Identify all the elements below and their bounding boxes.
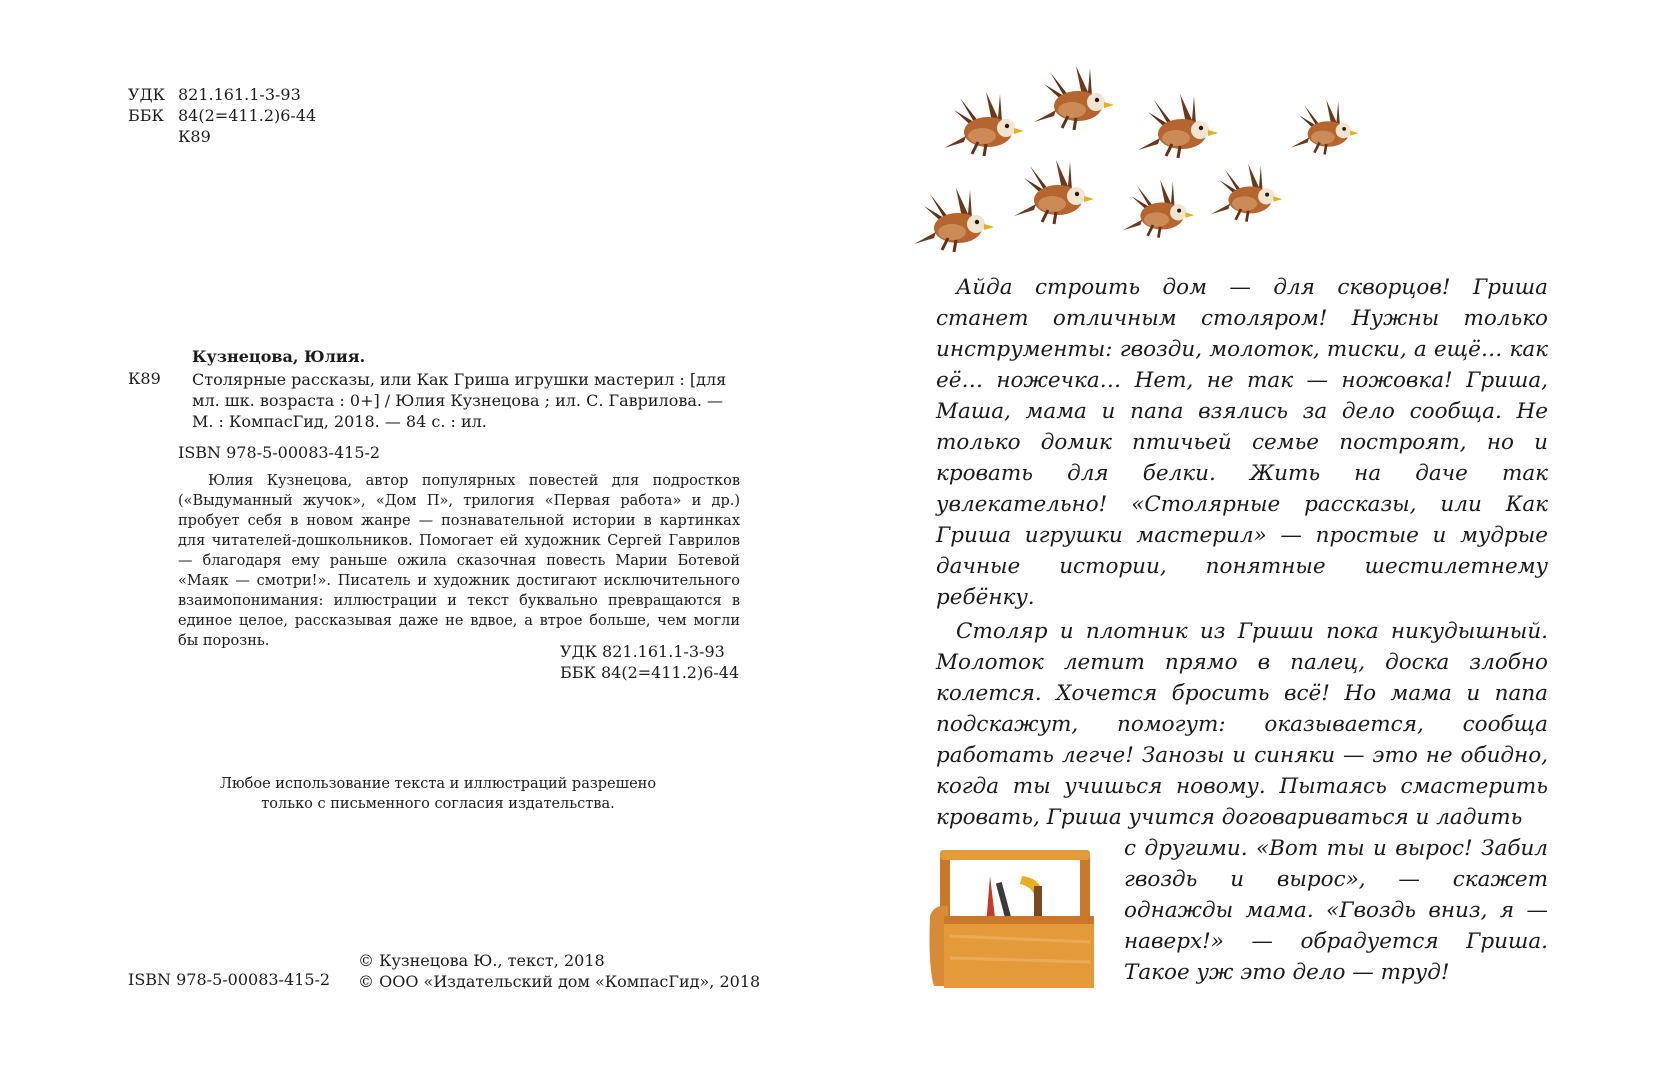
sparrow-5: [914, 188, 994, 252]
copyright-line1: © Кузнецова Ю., текст, 2018: [358, 951, 605, 970]
isbn-footer: ISBN 978-5-00083-415-2: [128, 970, 331, 989]
classification-codes: [128, 84, 316, 147]
blurb-paragraph-2: Столяр и плотник из Гриши пока никудышный. Молоток летит прямо в палец, доска злобно колется. Хочется бросить всё! Но мама и папа подскажут, помогут: оказывается, сообща работать легче! Занозы и синяки — это не обидно, когда ты учишься новому. Пытаясь смастерить кровать, Гриша учится договариваться и ладить: [936, 619, 1548, 830]
sparrow-1: [944, 92, 1024, 156]
sparrow-3: [1138, 94, 1218, 158]
sparrow-7: [1122, 180, 1194, 238]
sparrows-illustration: [910, 70, 1370, 270]
annotation: Юлия Кузнецова, автор популярных повестей для подростков («Выдуманный жучок», «Дом П», трилогия «Первая работа» и др.) пробует себя в новом жанре — познавательной истории в картинках для читателей-дошкольников. Помогает ей художник Сергей Гаврилов — благодаря ему раньше ожила сказочная повесть Марии Ботевой «Маяк — смотри!». Писатель и художник достигают исключительного взаимопонимания: иллюстрации и текст буквально превращаются в единое целое, рассказывая даже не вдвое, а втрое больше, чем могли бы порознь.: [178, 473, 740, 649]
copyright-block: [358, 950, 760, 992]
sparrow-2: [1034, 66, 1114, 130]
bbk-label: ББК: [128, 106, 164, 125]
sparrow-8: [1210, 164, 1282, 222]
udk-label: УДК: [128, 85, 165, 104]
blurb-paragraph-1: Айда строить дом — для скворцов! Гриша станет отличным столяром! Нужны только инструменты: гвозди, молоток, тиски, а ещё… как её… ножечка… Нет, не так — ножовка! Гриша, Маша, мама и папа взялись за дело сообща. Не только домик птичьей семье построят, но и кровать для белки. Жить на даче так увлекательно! «Столярные рассказы, или Как Гриша игрушки мастерил» — простые и мудрые дачные истории, понятные шестилетнему ребёнку.: [936, 275, 1548, 610]
author-sign-row: [128, 126, 316, 147]
udk-bottom: УДК 821.161.1-3-93: [560, 642, 725, 661]
bbk-row: [128, 105, 316, 126]
usage-notice-line2: только с письменного согласия издательства.: [261, 796, 615, 812]
author-sign-label: [128, 126, 178, 147]
udk-row: [128, 84, 316, 105]
udk-value: 821.161.1-3-93: [178, 85, 301, 104]
copyright-line2: © ООО «Издательский дом «КомпасГид», 2018: [358, 972, 761, 991]
call-number: К89: [128, 369, 161, 388]
bbk-value: 84(2=411.2)6-44: [178, 106, 317, 125]
classification-codes-bottom: [560, 641, 739, 683]
usage-notice-line1: Любое использование текста и иллюстраций разрешено: [219, 776, 657, 792]
usage-notice: [178, 774, 698, 814]
blurb-paragraph-3: с другими. «Вот ты и вырос! Забил гвоздь и вырос», — скажет однажды мама. «Гвоздь вниз, я — наверх!» — обрадуется Гриша. Такое уж это дело — труд!: [1124, 836, 1548, 985]
bibliographic-record: Столярные рассказы, или Как Гриша игрушки мастерил : [для мл. шк. возраста : 0+] / Юлия Кузнецова ; ил. С. Гаврилова. — М. : КомпасГид, 2018. — 84 с. : ил.: [192, 370, 727, 431]
isbn-record: ISBN 978-5-00083-415-2: [178, 443, 381, 462]
bbk-bottom: ББК 84(2=411.2)6-44: [560, 663, 740, 682]
author-heading: Кузнецова, Юлия.: [192, 347, 366, 366]
author-sign-value: К89: [178, 127, 211, 146]
sparrow-4: [1291, 100, 1359, 154]
sparrow-6: [1014, 160, 1094, 224]
toolbox-illustration: [930, 846, 1100, 996]
